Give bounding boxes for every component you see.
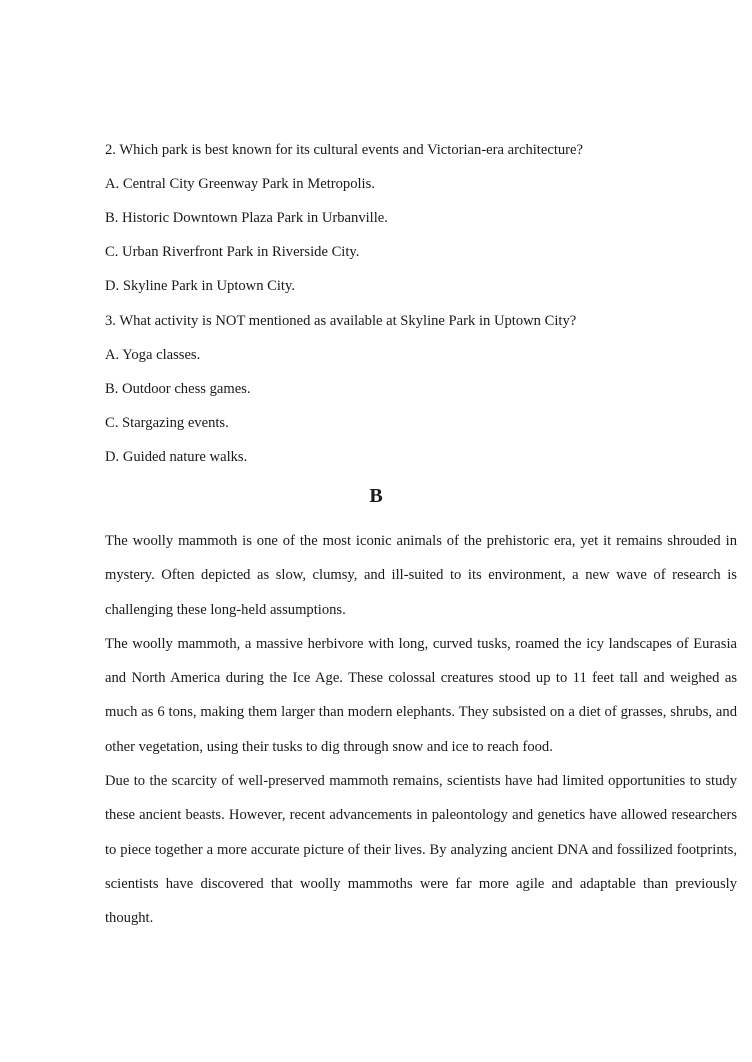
passage-paragraph-2: The woolly mammoth, a massive herbivore with long, curved tusks, roamed the icy landscapes of Eurasia and North America during the Ice Age. These colossal creatures stood up to 11 feet tall and weighed as much as 6 tons, making them larger than modern elephants. They subsisted on a diet of grasses, shrubs, and other vegetation, using their tusks to dig through snow and ice to reach food. xyxy=(105,635,737,755)
section-heading: B xyxy=(369,485,383,507)
question-2-option-c: C. Urban Riverfront Park in Riverside City. xyxy=(105,244,360,260)
question-2-stem: 2. Which park is best known for its cultural events and Victorian-era architecture? xyxy=(105,142,583,158)
question-3-stem: 3. What activity is NOT mentioned as available at Skyline Park in Uptown City? xyxy=(105,313,577,329)
passage xyxy=(105,524,737,936)
question-2-option-b: B. Historic Downtown Plaza Park in Urbanville. xyxy=(105,210,388,226)
passage-paragraph-3: Due to the scarcity of well-preserved mammoth remains, scientists have had limited opportunities to study these ancient beasts. However, recent advancements in paleontology and genetics have allowed researchers to piece together a more accurate picture of their lives. By analyzing ancient DNA and fossilized footprints, scientists have discovered that woolly mammoths were far more agile and adaptable than previously thought. xyxy=(105,773,737,927)
question-3-option-a: A. Yoga classes. xyxy=(105,347,201,363)
question-2-option-d: D. Skyline Park in Uptown City. xyxy=(105,278,295,294)
question-3-option-c: C. Stargazing events. xyxy=(105,415,229,431)
question-3-option-b: B. Outdoor chess games. xyxy=(105,381,251,397)
passage-paragraph-1: The woolly mammoth is one of the most iconic animals of the prehistoric era, yet it remains shrouded in mystery. Often depicted as slow, clumsy, and ill-suited to its environment, a new wave of research is challenging these long-held assumptions. xyxy=(105,533,737,618)
question-3-option-d: D. Guided nature walks. xyxy=(105,449,248,465)
question-2-option-a: A. Central City Greenway Park in Metropolis. xyxy=(105,176,375,192)
